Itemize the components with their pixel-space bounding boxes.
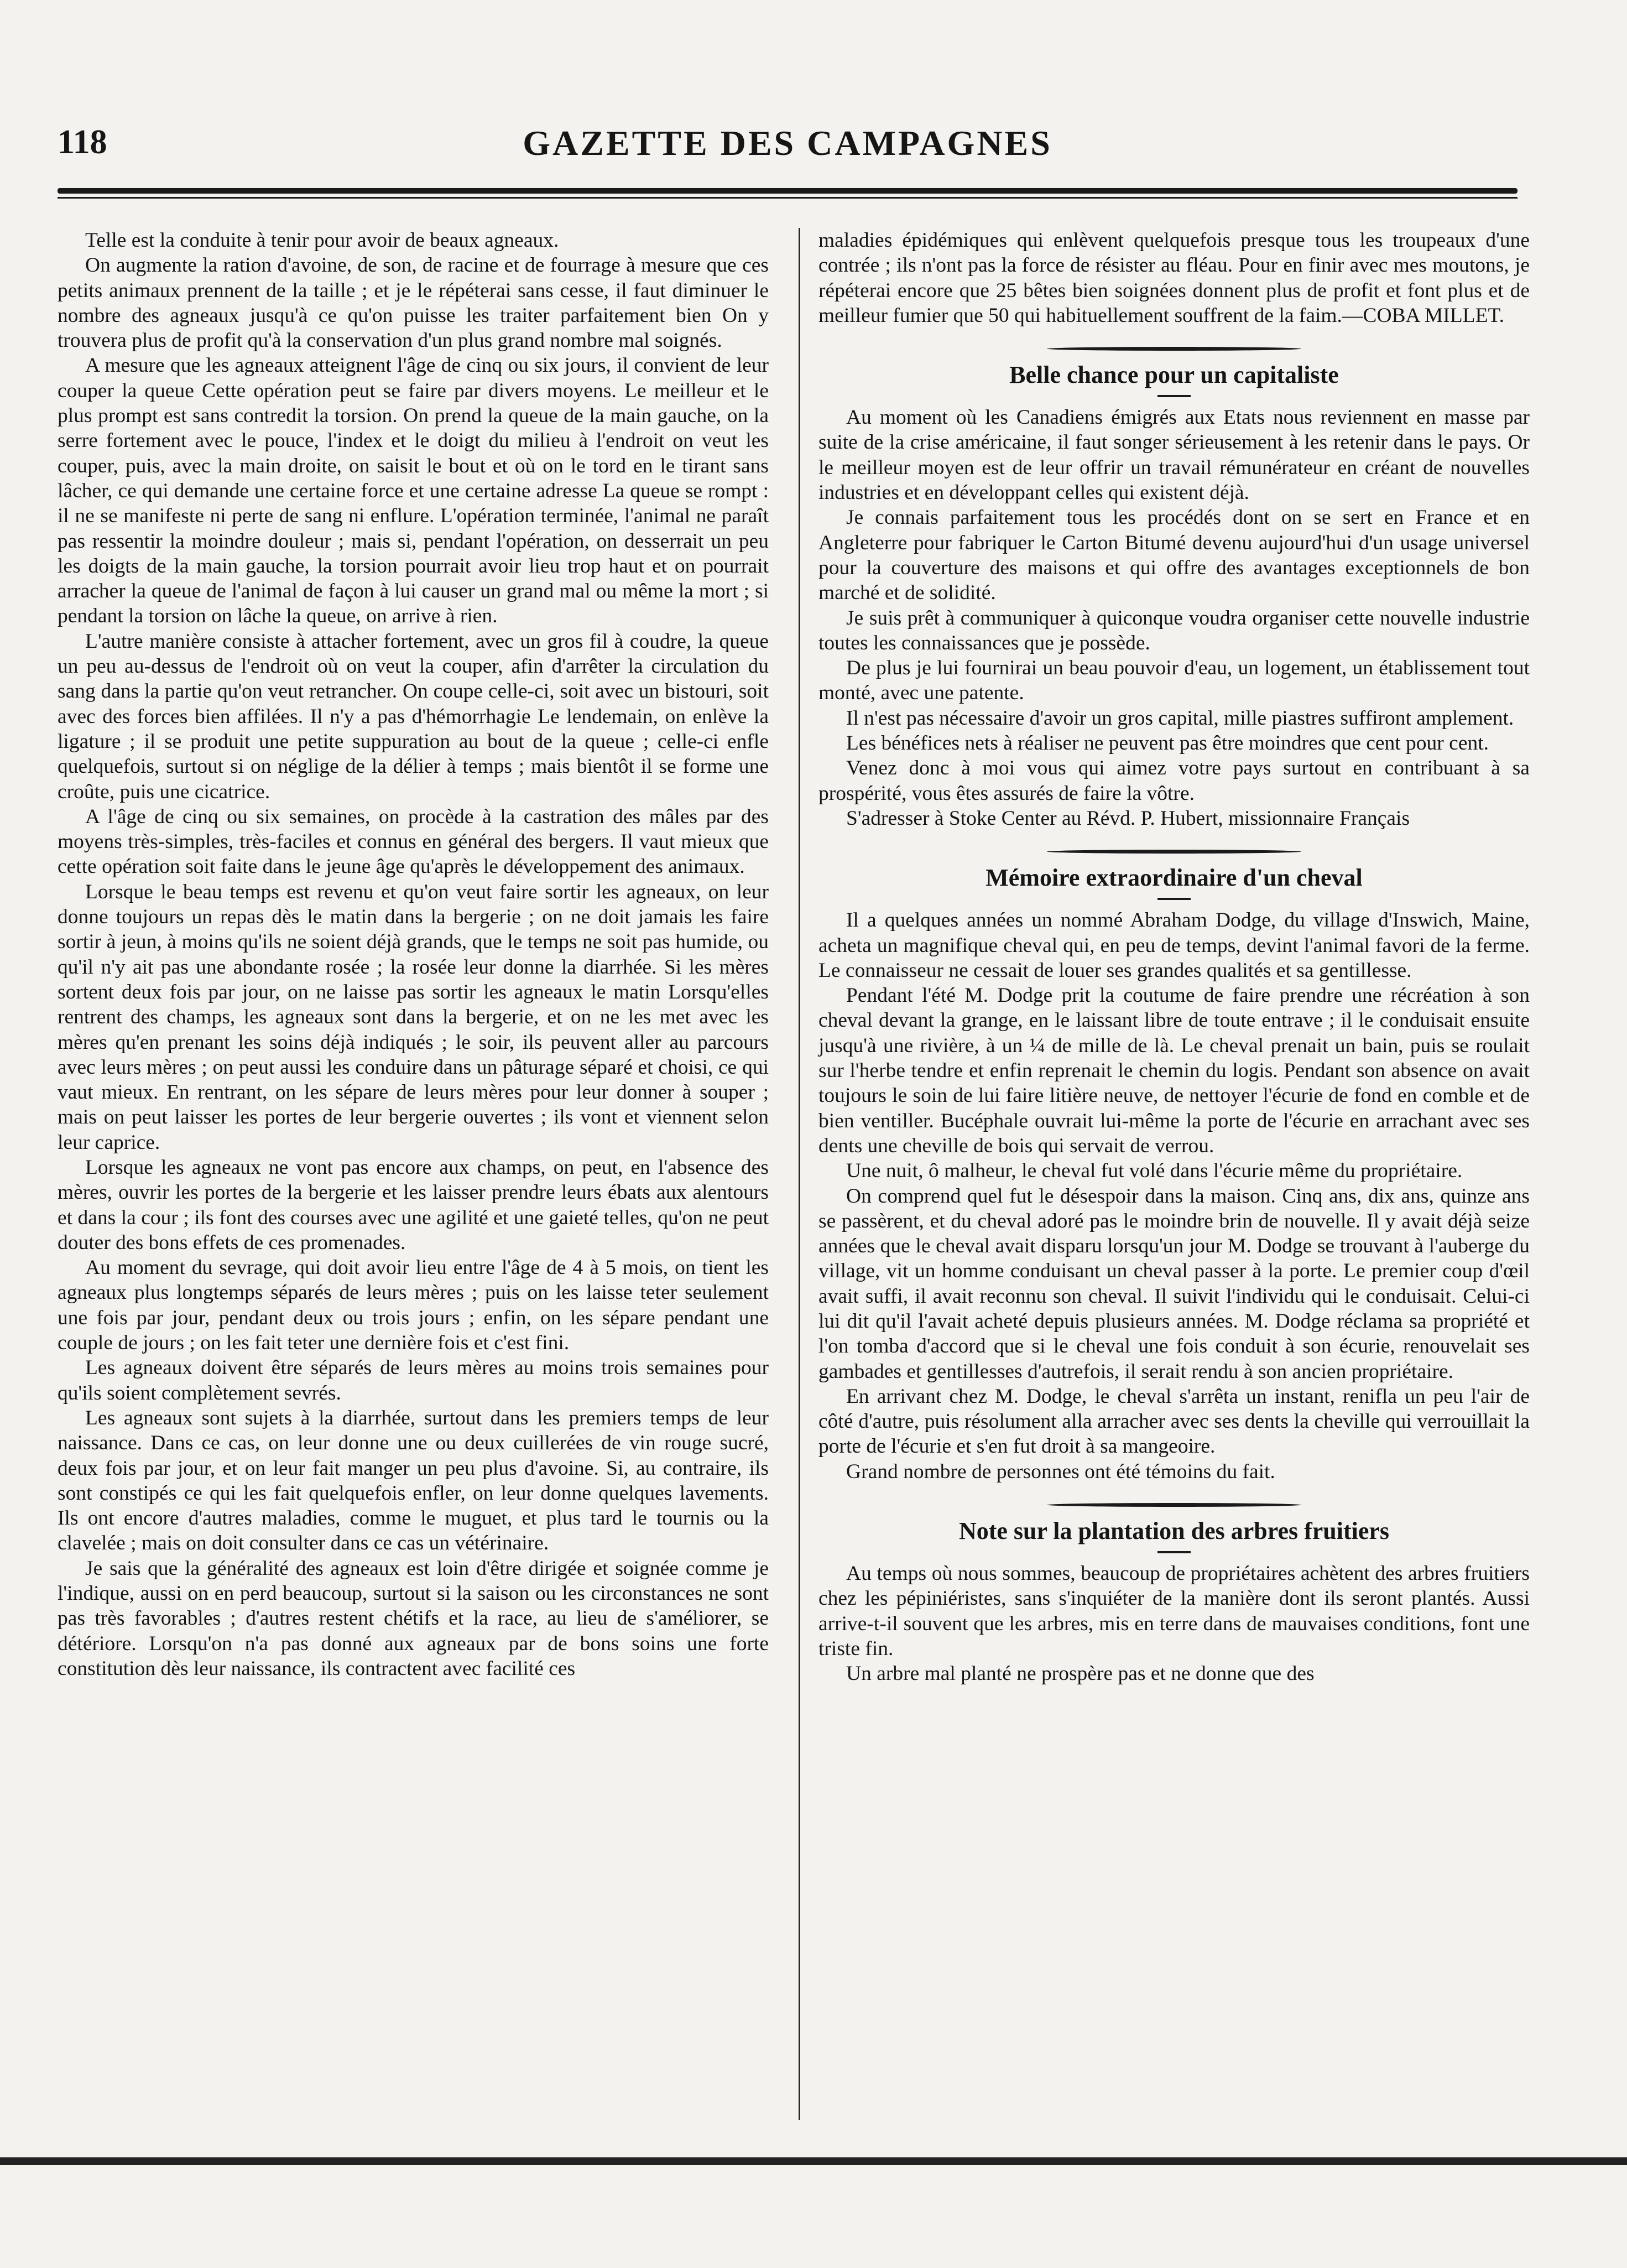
left-column bbox=[58, 228, 769, 1681]
paragraph: Lorsque les agneaux ne vont pas encore aux champs, on peut, en l'absence des mères, ouvrir les portes de la bergerie et les laisser prendre leurs ébats aux alentours et dans la cour ; ils font des courses avec une agilité et une gaieté telles, qu'on ne peut douter des bons effets de ces promenades. bbox=[58, 1156, 769, 1254]
paragraph: Grand nombre de personnes ont été témoins du fait. bbox=[846, 1460, 1275, 1483]
section-title-arbres-fruitiers: Note sur la plantation des arbres fruitiers bbox=[958, 1517, 1390, 1545]
paragraph: On comprend quel fut le désespoir dans la maison. Cinq ans, dix ans, quinze ans se passèrent, et du cheval adoré pas le moindre brin de nouvelle. Il y avait déjà seize années que le cheval avait disparu lorsqu'un jour M. Dodge se trouvant à l'auberge du village, vit un homme conduisant un cheval passer à la porte. Le premier coup d'œil avait suffi, il avait reconnu son cheval. Il suivit l'individu qui le conduisait. Celui-ci lui dit qu'il l'avait acheté depuis plusieurs années. M. Dodge réclama sa propriété et l'on tomba d'accord que si le cheval une fois conduit à son écurie, renouvelait ses gambades et gentillesses d'autrefois, il serait rendu à son ancien propriétaire. bbox=[818, 1184, 1530, 1383]
section-title-capitaliste: Belle chance pour un capitaliste bbox=[1009, 361, 1339, 389]
paragraph: Je suis prêt à communiquer à quiconque voudra organiser cette nouvelle industrie toutes les connaissances que je possède. bbox=[818, 606, 1530, 654]
paragraph: Une nuit, ô malheur, le cheval fut volé dans l'écurie même du propriétaire. bbox=[846, 1159, 1463, 1183]
paragraph: L'autre manière consiste à attacher fortement, avec un gros fil à coudre, la queue un peu au-dessus de l'endroit où on veut la couper, afin d'arrêter la circulation du sang dans la partie qu'on veut retrancher. On coupe celle-ci, soit avec un bistouri, soit avec des forces bien affilées. Il n'y a pas d'hémorrhagie Le lendemain, on enlève la ligature ; il se produit une petite suppuration au bout de la queue ; celle-ci enfle quelquefois, surtout si on néglige de la délier à temps ; mais bientôt il se forme une croûte, puis une cicatrice. bbox=[58, 630, 769, 803]
paragraph: Les bénéfices nets à réaliser ne peuvent pas être moindres que cent pour cent. bbox=[846, 732, 1489, 755]
paragraph: Un arbre mal planté ne prospère pas et ne donne que des bbox=[846, 1662, 1315, 1686]
bottom-border bbox=[0, 2157, 1627, 2165]
page-number: 118 bbox=[58, 123, 107, 161]
title-dash bbox=[1157, 1551, 1191, 1553]
paragraph: Je connais parfaitement tous les procédés dont on se sert en France et en Angleterre pour fabriquer le Carton Bitumé devenu aujourd'hui d'un usage universel pour la couverture des maisons et qui offre des avantages exceptionnels de bon marché et de solidité. bbox=[818, 506, 1530, 605]
paragraph: Je sais que la généralité des agneaux est loin d'être dirigée et soignée comme je l'indique, aussi on en perd beaucoup, surtout si la saison ou les circonstances ne sont pas très favorables ; d'autres restent chétifs et la race, au lieu de s'améliorer, se détériore. Lorsqu'on n'a pas donné aux agneaux par de bons soins une forte constitution dès leur naissance, ils contractent avec facilité ces bbox=[58, 1557, 769, 1680]
title-dash bbox=[1157, 898, 1191, 900]
paragraph: Au moment où les Canadiens émigrés aux Etats nous reviennent en masse par suite de la crise américaine, il faut songer sérieusement à les retenir dans le pays. Or le meilleur moyen est de leur offrir un travail rémunérateur en créant de nouvelles industries et en développant celles qui existent déjà. bbox=[818, 406, 1530, 504]
section-separator bbox=[1047, 850, 1301, 854]
paragraph: Les agneaux doivent être séparés de leurs mères au moins trois semaines pour qu'ils soient complètement sevrés. bbox=[58, 1356, 769, 1405]
paragraph: Il a quelques années un nommé Abraham Dodge, du village d'Inswich, Maine, acheta un magnifique cheval qui, en peu de temps, devint l'animal favori de la ferme. Le connaisseur ne cessait de louer ses grandes qualités et sa gentillesse. bbox=[818, 909, 1530, 982]
paragraph: On augmente la ration d'avoine, de son, de racine et de fourrage à mesure que ces petits animaux prennent de la taille ; et je le répéterai sans cesse, il faut diminuer le nombre des agneaux jusqu'à ce qu'on puisse les traiter parfaitement bien On y trouvera plus de profit qu'à la conservation d'un plus grand nombre mal soignés. bbox=[58, 254, 769, 352]
running-head-title: GAZETTE DES CAMPAGNES bbox=[523, 123, 1052, 163]
paragraph: Au temps où nous sommes, beaucoup de propriétaires achètent des arbres fruitiers chez les pépiniéristes, sans s'inquiéter de la manière dont ils seront plantés. Aussi arrive-t-il souvent que les arbres, mis en terre dans de mauvaises conditions, font une triste fin. bbox=[818, 1562, 1530, 1660]
paragraph: Il n'est pas nécessaire d'avoir un gros capital, mille piastres suffiront amplement. bbox=[846, 706, 1514, 730]
paragraph: A mesure que les agneaux atteignent l'âge de cinq ou six jours, il convient de leur couper la queue Cette opération peut se faire par divers moyens. Le meilleur et le plus prompt est sans contredit la torsion. On prend la queue de la main gauche, on la serre fortement avec le pouce, l'index et le doigt du milieu à l'endroit on veut les couper, puis, avec la main droite, on saisit le bout et où on le tord en le tirant sans lâcher, ce qui demande une certaine force et une certaine adresse La queue se rompt : il ne se manifeste ni perte de sang ni enflure. L'opération terminée, l'animal ne paraît pas ressentir la moindre douleur ; mais si, pendant l'opération, on desserrait un peu les doigts de la main gauche, la torsion pourrait avoir lieu trop haut et on pourrait arracher la queue de l'animal de façon à lui causer un grand mal ou même la mort ; si pendant la torsion on lâche la queue, on arrive à rien. bbox=[58, 354, 769, 628]
header-rule-thin bbox=[58, 197, 1518, 199]
section-separator bbox=[1047, 1503, 1301, 1507]
page-header bbox=[58, 117, 1518, 178]
title-dash bbox=[1157, 395, 1191, 397]
section-title-cheval: Mémoire extraordinaire d'un cheval bbox=[985, 864, 1363, 892]
paragraph: Venez donc à moi vous qui aimez votre pays surtout en contribuant à sa prospérité, vous êtes assurés de faire la vôtre. bbox=[818, 757, 1530, 805]
paragraph: En arrivant chez M. Dodge, le cheval s'arrêta un instant, renifla un peu l'air de côté d'autre, puis résolument alla arracher avec ses dents la cheville qui verrouillait la porte de l'écurie et s'en fut droit à sa mangeoire. bbox=[818, 1385, 1530, 1458]
paragraph: De plus je lui fournirai un beau pouvoir d'eau, un logement, un établissement tout monté, avec une patente. bbox=[818, 657, 1530, 705]
right-column bbox=[818, 228, 1530, 1687]
paragraph: Les agneaux sont sujets à la diarrhée, surtout dans les premiers temps de leur naissance. Dans ce cas, on leur donne une ou deux cuillerées de vin rouge sucré, deux fois par jour, et on leur fait manger un peu plus d'avoine. Si, au contraire, ils sont constipés ce qui les fait quelquefois enfler, on leur donne quelques lavements. Ils ont encore d'autres maladies, comme le muguet, et plus tard le tournis ou la clavelée ; mais on doit consulter dans ce cas un vétérinaire. bbox=[58, 1406, 769, 1555]
paragraph: S'adresser à Stoke Center au Révd. P. Hubert, missionnaire Français bbox=[846, 807, 1410, 830]
paragraph: Lorsque le beau temps est revenu et qu'on veut faire sortir les agneaux, on leur donne toujours un repas dès le matin dans la bergerie ; on ne doit jamais les faire sortir à jeun, à moins qu'ils ne soient déjà grands, que le temps ne soit pas humide, ou qu'il n'y ait pas une abondante rosée ; la rosée leur donne la diarrhée. Si les mères sortent deux fois par jour, on ne laisse pas sortir les agneaux le matin Lorsqu'elles rentrent des champs, les agneaux sont dans la bergerie, et on ne les met avec les mères qu'en prenant les soins déjà indiqués ; le soir, ils peuvent aller au parcours avec leurs mères ; on peut aussi les conduire dans un pâturage séparé et choisi, ce qui vaut mieux. En rentrant, on les sépare de leurs mères pour leur donner à souper ; mais on peut laisser les portes de leur bergerie ouvertes ; ils vont et viennent selon leur caprice. bbox=[58, 880, 769, 1154]
paragraph: Au moment du sevrage, qui doit avoir lieu entre l'âge de 4 à 5 mois, on tient les agneaux plus longtemps séparés de leurs mères ; puis on les laisse teter seulement une fois par jour, pendant deux ou trois jours ; enfin, on les sépare pendant une couple de jours ; on les fait teter une dernière fois et c'est fini. bbox=[58, 1256, 769, 1355]
paragraph: A l'âge de cinq ou six semaines, on procède à la castration des mâles par des moyens très-simples, très-faciles et connus en général des bergers. Il vaut mieux que cette opération soit faite dans le jeune âge qu'après le développement des animaux. bbox=[58, 805, 769, 878]
continued-paragraph: maladies épidémiques qui enlèvent quelquefois presque tous les troupeaux d'une contrée ; ils n'ont pas la force de résister au fléau. Pour en finir avec mes moutons, je répéterai encore que 25 bêtes bien soignées donnent plus de profit et font plus et de meilleur fumier que 50 qui habituellement souffrent de la faim.—COBA MILLET. bbox=[818, 229, 1530, 327]
paragraph: Pendant l'été M. Dodge prit la coutume de faire prendre une récréation à son cheval devant la grange, en le laissant libre de toute entrave ; il le conduisait ensuite jusqu'à une rivière, à un ¼ de mille de là. Le cheval prenait un bain, puis se roulait sur l'herbe tendre et enfin reprenait le chemin du logis. Pendant son absence on avait toujours le soin de lui faire litière neuve, de nettoyer l'écurie de fond en comble et de bien ventiller. Bucéphale ouvrait lui-même la porte de l'écurie en arrachant avec ses dents une cheville de bois qui servait de verrou. bbox=[818, 984, 1530, 1157]
section-separator bbox=[1047, 347, 1301, 351]
header-rule bbox=[58, 188, 1518, 194]
paragraph: Telle est la conduite à tenir pour avoir de beaux agneaux. bbox=[85, 229, 559, 252]
column-divider bbox=[799, 228, 800, 2120]
